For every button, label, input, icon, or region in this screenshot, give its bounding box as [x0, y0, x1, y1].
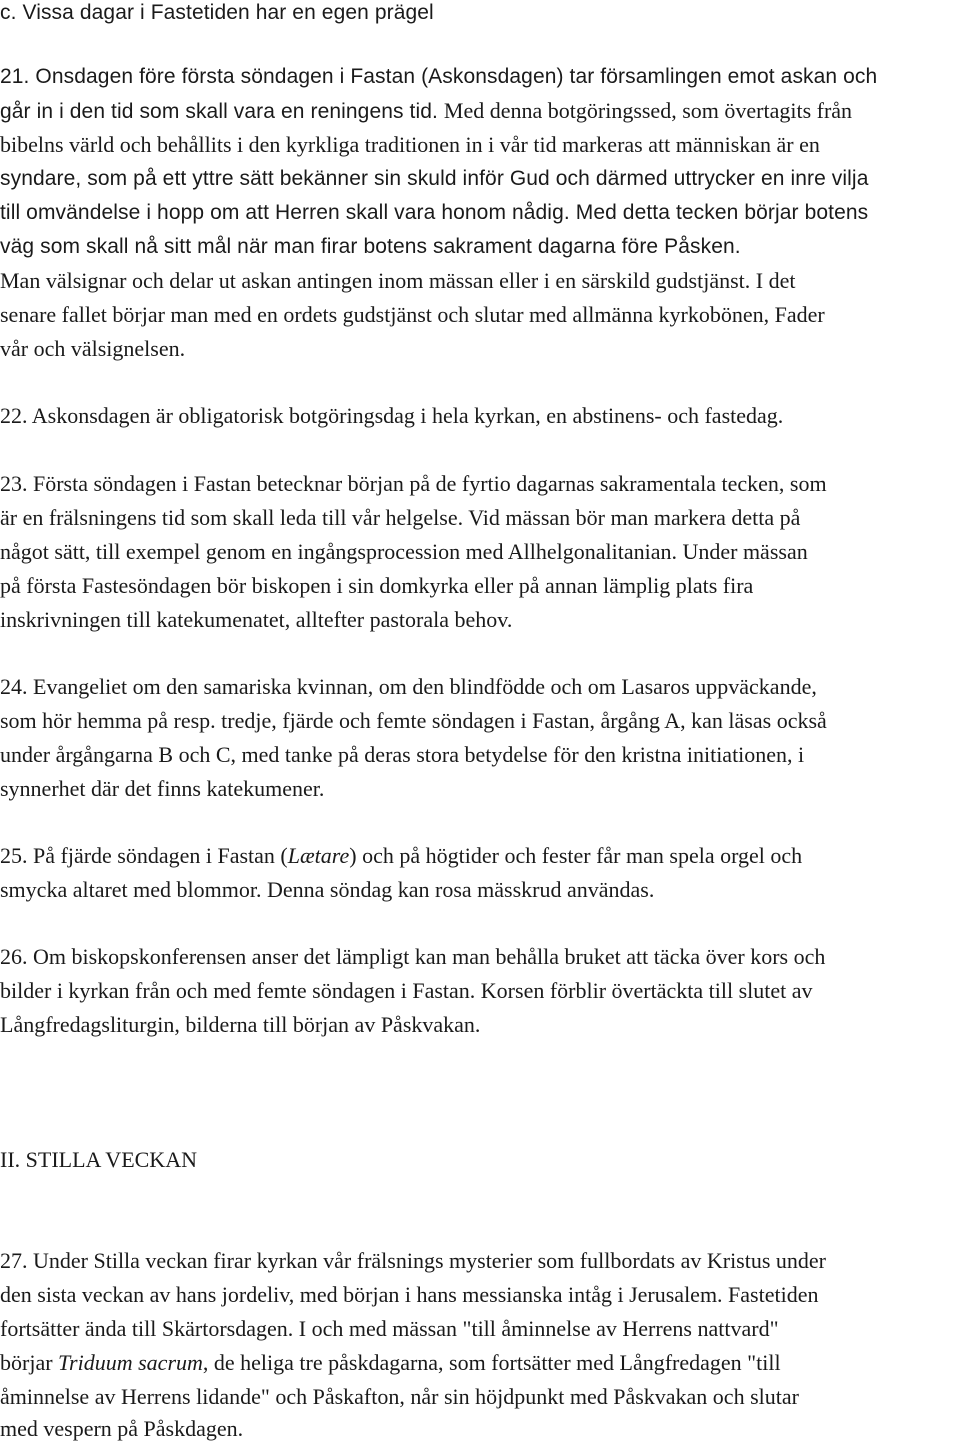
laetare-italic: Lætare	[287, 843, 350, 868]
paragraph-21-sans-part: går in i den tid som skall vara en reningens tid.	[0, 100, 444, 123]
paragraph-24-line-2: som hör hemma på resp. tredje, fjärde och femte söndagen i Fastan, årgång A, kan läsas också	[0, 708, 827, 733]
paragraph-27-line-5: åminnelse av Herrens lidande" och Påskafton, når sin höjdpunkt med Påskvakan och slutar	[0, 1384, 799, 1409]
paragraph-23-line-4: på första Fastesöndagen bör biskopen i sin domkyrka eller på annan lämplig plats fira	[0, 573, 754, 598]
paragraph-23-line-5: inskrivningen till katekumenatet, alltefter pastorala behov.	[0, 607, 513, 632]
paragraph-27-line-4	[0, 1346, 781, 1380]
paragraph-27-text-a: börjar	[0, 1350, 59, 1375]
section-heading-c: c. Vissa dagar i Fastetiden har en egen prägel	[0, 1, 434, 24]
paragraph-27-line-1: 27. Under Stilla veckan firar kyrkan vår frälsnings mysterier som fullbordats av Kristus under	[0, 1248, 827, 1273]
paragraph-25-text-a: 25. På fjärde söndagen i Fastan (	[0, 843, 288, 868]
paragraph-21-line-9: vår och välsignelsen.	[0, 336, 186, 361]
paragraph-26-line-2: bilder i kyrkan från och med femte söndagen i Fastan. Korsen förblir övertäckta till slutet av	[0, 978, 813, 1003]
paragraph-21-line-5: till omvändelse i hopp om att Herren skall vara honom nådig. Med detta tecken börjar botens	[0, 201, 869, 224]
paragraph-25-line-2: smycka altaret med blommor. Denna söndag kan rosa mässkrud användas.	[0, 877, 655, 902]
paragraph-24-line-4: synnerhet där det finns katekumener.	[0, 776, 325, 801]
paragraph-27-line-6: med vespern på Påskdagen.	[0, 1416, 244, 1441]
paragraph-22: 22. Askonsdagen är obligatorisk botgöringsdag i hela kyrkan, en abstinens- och fastedag.	[0, 403, 784, 428]
paragraph-26-line-1: 26. Om biskopskonferensen anser det lämpligt kan man behålla bruket att täcka över kors och	[0, 944, 826, 969]
paragraph-21-line-4: syndare, som på ett yttre sätt bekänner sin skuld inför Gud och därmed uttrycker en inre vilja	[0, 167, 869, 190]
paragraph-27-line-2: den sista veckan av hans jordeliv, med början i hans messianska intåg i Jerusalem. Fastetiden	[0, 1282, 819, 1307]
triduum-sacrum-italic: Triduum sacrum	[58, 1350, 203, 1375]
paragraph-21-line-8: senare fallet börjar man med en ordets gudstjänst och slutar med allmänna kyrkobönen, Fader	[0, 302, 825, 327]
paragraph-21-line-6: väg som skall nå sitt mål när man firar botens sakrament dagarna före Påsken.	[0, 235, 741, 258]
paragraph-23-line-3: något sätt, till exempel genom en ingångsprocession med Allhelgonalitanian. Under mässan	[0, 539, 808, 564]
paragraph-21-serif-part: Med denna botgöringssed, som övertagits från	[443, 98, 853, 123]
paragraph-25-line-1	[0, 839, 802, 873]
section-heading-stilla-veckan: II. STILLA VECKAN	[0, 1147, 197, 1172]
paragraph-21-line-2	[0, 94, 852, 129]
paragraph-24-line-3: under årgångarna B och C, med tanke på deras stora betydelse för den kristna initiationen, i	[0, 742, 805, 767]
paragraph-25-text-c: ) och på högtider och fester får man spela orgel och	[349, 843, 803, 868]
paragraph-26-line-3: Långfredagsliturgin, bilderna till början av Påskvakan.	[0, 1012, 481, 1037]
paragraph-24-line-1: 24. Evangeliet om den samariska kvinnan, om den blindfödde och om Lasaros uppväckande,	[0, 674, 817, 699]
paragraph-23-line-1: 23. Första söndagen i Fastan betecknar början på de fyrtio dagarnas sakramentala tecken, som	[0, 471, 827, 496]
paragraph-27-line-3: fortsätter ända till Skärtorsdagen. I och med mässan "till åminnelse av Herrens nattvard"	[0, 1316, 779, 1341]
paragraph-21-line-3: bibelns värld och behållits i den kyrkliga traditionen in i vår tid markeras att människan är en	[0, 132, 820, 157]
paragraph-21-line-1: 21. Onsdagen före första söndagen i Fastan (Askonsdagen) tar församlingen emot askan och	[0, 65, 878, 88]
paragraph-21-line-7: Man välsignar och delar ut askan antingen inom mässan eller i en särskild gudstjänst. I det	[0, 268, 796, 293]
paragraph-27-text-c: , de heliga tre påskdagarna, som fortsätter med Långfredagen "till	[202, 1350, 781, 1375]
paragraph-23-line-2: är en frälsningens tid som skall leda till vår helgelse. Vid mässan bör man markera detta på	[0, 505, 801, 530]
